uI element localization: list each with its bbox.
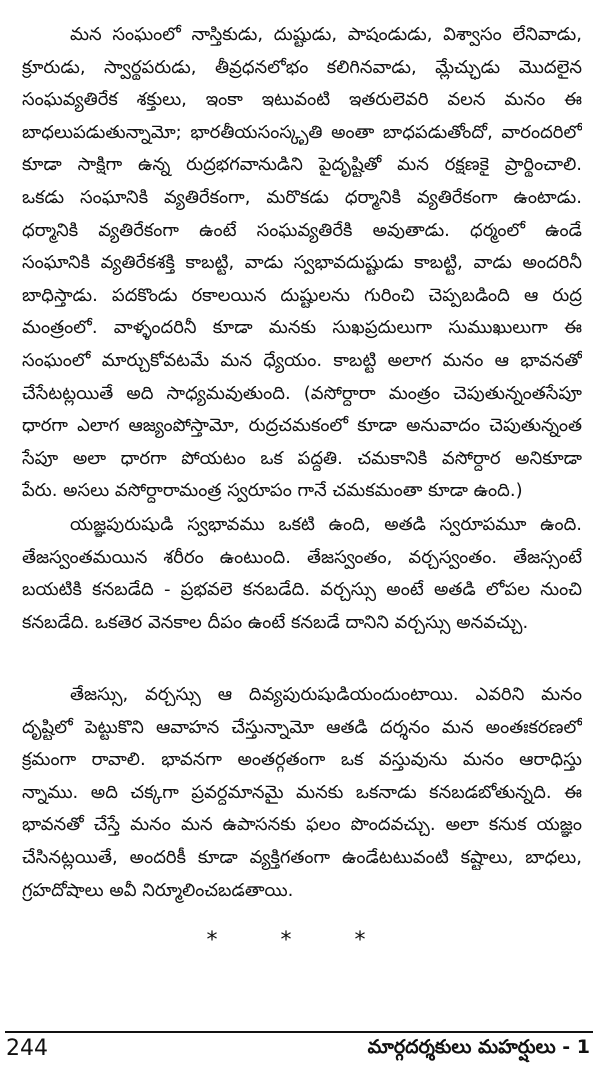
text-line: క్రూరుడు, స్వార్థపరుడు, తీవ్రధనలోభం కలిగినవాడు, మ్లేచ్ఛుడు మొదలైన <box>22 56 582 78</box>
page-number: 244 <box>6 1036 48 1061</box>
text-line: తేజస్సు, వర్చస్సు ఆ దివ్యపురుషుడియందుంటాయి. ఎవరిని మనం <box>70 684 582 705</box>
text-line: సేపూ అలా ధారగా పోయటం ఒక పద్ధతి. చమకానికి వసోర్ధార అనికూడా <box>22 447 582 469</box>
text-line: సంఘంలో మార్చుకోవటమే మన ధ్యేయం. కాబట్టి అలాగ మనం ఆ భావనతో <box>22 350 582 371</box>
text-line: యజ్ఞపురుషుడి స్వభావము ఒకటి ఉంది, అతడి స్వరూపమూ ఉంది. <box>70 514 582 535</box>
text-line: ఒకడు సంఘానికి వ్యతిరేకంగా, మరొకడు ధర్మానికి వ్యతిరేకంగా ఉంటాడు. <box>22 187 582 208</box>
book-title: మార్గదర్శకులు మహర్షులు - 1 <box>367 1036 590 1058</box>
text-line: న్నాము. అది చక్కగా ప్రవర్ధమానమై మనకు ఒకనాడు కనబడబోతున్నది. ఈ <box>22 781 582 803</box>
text-line: బాధిస్తాడు. పదకొండు రకాలయిన దుష్టులను గురించి చెప్పబడింది ఆ రుద్ర <box>22 284 582 306</box>
text-line: కనబడేది. ఒకతెర వెనకాల దీపం ఉంటే కనబడే దానిని వర్చస్సు అనవచ్చు. <box>22 611 529 633</box>
text-line: ధర్మానికి వ్యతిరేకంగా ఉంటే సంఘవ్యతిరేకి అవుతాడు. ధర్మంలో ఉండే <box>22 219 582 241</box>
text-line: బాధలుపడుతున్నామో; భారతీయసంస్కృతి అంతా బాధపడుతోందో, వారందరిలో <box>22 121 582 143</box>
text-line: ధారగా ఎలాగ ఆజ్యంపోస్తామో, రుద్రచమకంలో కూడా అనువాదం చెపుతున్నంత <box>22 415 582 437</box>
section-separator: * * * <box>206 928 394 953</box>
text-line: తేజస్వంతమయిన శరీరం ఉంటుంది. తేజస్వంతం, వర్చస్వంతం. తేజస్సంటే <box>22 546 582 568</box>
text-line: మన సంఘంలో నాస్తికుడు, దుష్టుడు, పాషండుడు, విశ్వాసం లేనివాడు, <box>70 24 582 45</box>
text-line: చేసేటట్లయితే అది సాధ్యమవుతుంది. (వసోర్ధారా మంత్రం చెపుతున్నంతసేపూ <box>22 382 582 404</box>
text-line: క్రమంగా రావాలి. భావనగా అంతర్గతంగా ఒక వస్తువును మనం ఆరాధిస్తు <box>22 749 582 771</box>
footer-rule <box>5 1031 593 1033</box>
text-line: సంఘవ్యతిరేక శక్తులు, ఇంకా ఇటువంటి ఇతరులెవరి వలన మనం ఈ <box>22 89 582 111</box>
text-line: బయటికి కనబడేది - ప్రభవలె కనబడేది. వర్చస్సు అంటే అతడి లోపల నుంచి <box>22 579 582 601</box>
text-line: కూడా సాక్షిగా ఉన్న రుద్రభగవానుడిని పైదృష్టితో మన రక్షణకై ప్రార్థించాలి. <box>22 154 582 176</box>
text-line: చేసినట్లయితే, అందరికీ కూడా వ్యక్తిగతంగా ఉండేటటువంటి కష్టాలు, బాధలు, <box>22 847 582 868</box>
text-line: మంత్రంలో. వాళ్ళందరినీ కూడా మనకు సుఖప్రదులుగా సుముఖులుగా ఈ <box>22 317 582 339</box>
text-line: దృష్టిలో పెట్టుకొని ఆవాహన చేస్తున్నామో ఆతడి దర్శనం మన అంతఃకరణలో <box>22 716 582 738</box>
text-line: భావనతో చేస్తే మనం మన ఉపాసనకు ఫలం పొందవచ్చు. అలా కనుక యజ్ఞం <box>22 814 582 836</box>
text-line: సంఘానికి వ్యతిరేకశక్తి కాబట్టి, వాడు స్వభావదుష్టుడు కాబట్టి, వాడు అందరినీ <box>22 252 582 274</box>
text-line: గ్రహదోషాలు అవీ నిర్మూలించబడతాయి. <box>22 879 294 901</box>
text-line: పేరు. అసలు వసోర్ధారామంత్ర స్వరూపం గానే చమకమంతా కూడా ఉంది.) <box>22 480 523 502</box>
